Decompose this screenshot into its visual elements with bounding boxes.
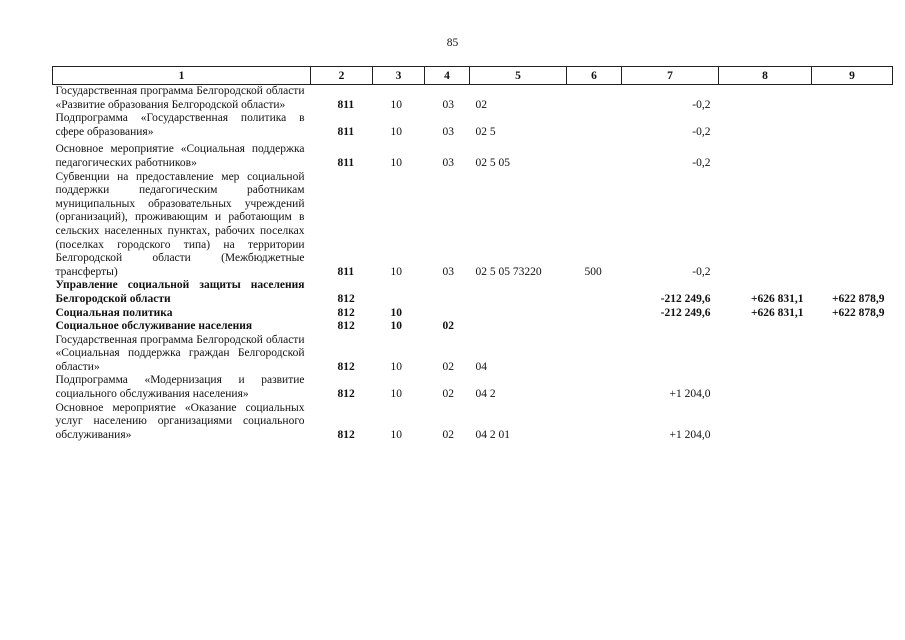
- row-subsection-cell: [425, 279, 470, 306]
- row-section-cell: 10: [390, 306, 402, 319]
- row-section-cell: 10: [390, 125, 402, 138]
- table-body: [53, 85, 893, 443]
- row-amount-cell: +626 831,1: [750, 306, 804, 319]
- row-expense-type-cell: [567, 320, 622, 334]
- page-number: 85: [446, 37, 459, 49]
- column-header: 2: [311, 67, 373, 85]
- row-amount-cell: [812, 139, 893, 170]
- row-admin-code-cell: 811: [337, 156, 355, 169]
- row-subsection-cell: 03: [442, 265, 454, 278]
- row-expense-type-cell: [567, 307, 622, 321]
- row-admin-code-cell: 812: [337, 292, 355, 305]
- row-amount-cell: [812, 112, 893, 139]
- row-target-code-cell: [470, 307, 567, 321]
- row-amount-cell: [812, 374, 893, 401]
- row-subsection-cell: 03: [442, 156, 454, 169]
- row-amount-cell: -212 249,6: [660, 306, 711, 319]
- row-name-cell: Социальное обслуживание населения: [55, 320, 253, 333]
- row-section-cell: 10: [390, 98, 402, 111]
- row-admin-code-cell: 811: [337, 265, 355, 278]
- column-header: 3: [373, 67, 425, 85]
- row-amount-cell: -0,2: [692, 156, 711, 169]
- row-expense-type-cell: [567, 85, 622, 113]
- row-amount-cell: -212 249,6: [660, 292, 711, 305]
- row-target-code-cell: [470, 279, 567, 306]
- table-row: [53, 334, 893, 375]
- row-name-cell: Государственная программа Белгородской области «Социальная поддержка граждан Белгородской области»: [55, 333, 305, 373]
- row-amount-cell: [622, 320, 719, 334]
- row-admin-code-cell: 812: [337, 360, 355, 373]
- row-amount-cell: [812, 402, 893, 443]
- row-amount-cell: [812, 320, 893, 334]
- row-name-cell: Субвенции на предоставление мер социальной поддержки педагогическим работникам муниципальных образовательных учреждений (организаций), проживающим и работающим в сельских населенных пунктах, рабочих поселках (поселках городского типа) на территории Белгородской области (Межбюджетные трансферты): [55, 170, 305, 278]
- row-amount-cell: [719, 334, 812, 375]
- row-subsection-cell: 03: [442, 125, 454, 138]
- row-name-cell: Подпрограмма «Модернизация и развитие социального обслуживания населения»: [55, 374, 305, 401]
- row-section-cell: 10: [390, 360, 402, 373]
- row-amount-cell: [812, 85, 893, 113]
- column-header: 1: [53, 67, 311, 85]
- table-row: [53, 171, 893, 280]
- row-admin-code-cell: 812: [337, 306, 355, 319]
- row-name-cell: Основное мероприятие «Оказание социальных услуг населению организациями социального обслуживания»: [55, 401, 305, 441]
- row-section-cell: 10: [390, 428, 402, 441]
- row-amount-cell: +1 204,0: [669, 428, 711, 441]
- row-name-cell: Государственная программа Белгородской области «Развитие образования Белгородской области»: [55, 85, 305, 111]
- row-target-code-cell: 04 2: [475, 388, 496, 401]
- row-admin-code-cell: 812: [337, 320, 355, 333]
- column-header: 6: [567, 67, 622, 85]
- row-amount-cell: [719, 402, 812, 443]
- row-section-cell: 10: [390, 156, 402, 169]
- row-expense-type-cell: [567, 139, 622, 170]
- row-subsection-cell: 02: [442, 360, 454, 373]
- row-expense-type-cell: [567, 334, 622, 375]
- row-subsection-cell: 03: [442, 98, 454, 111]
- row-admin-code-cell: 811: [337, 98, 355, 111]
- row-subsection-cell: [425, 307, 470, 321]
- row-target-code-cell: 02 5: [475, 125, 496, 138]
- row-target-code-cell: 02 5 05: [475, 156, 510, 169]
- row-amount-cell: [719, 320, 812, 334]
- table-row: [53, 374, 893, 401]
- row-name-cell: Подпрограмма «Государственная политика в сфере образования»: [55, 112, 305, 138]
- row-amount-cell: -0,2: [692, 125, 711, 138]
- row-name-cell: Управление социальной защиты населения Белгородской области: [55, 279, 305, 305]
- row-target-code-cell: 02 5 05 73220: [475, 265, 542, 278]
- row-amount-cell: [622, 334, 719, 375]
- column-header: 8: [719, 67, 812, 85]
- row-target-code-cell: 02: [475, 98, 487, 111]
- table-row: [53, 402, 893, 443]
- row-target-code-cell: 04 2 01: [475, 428, 510, 441]
- row-expense-type-cell: [567, 279, 622, 306]
- row-admin-code-cell: 812: [337, 388, 355, 401]
- column-header: 4: [425, 67, 470, 85]
- row-amount-cell: [812, 171, 893, 280]
- row-amount-cell: [719, 85, 812, 113]
- row-amount-cell: [812, 334, 893, 375]
- row-expense-type-cell: [567, 374, 622, 401]
- row-amount-cell: [719, 139, 812, 170]
- row-expense-type-cell: [567, 112, 622, 139]
- row-target-code-cell: 04: [475, 360, 487, 373]
- row-expense-type-cell: 500: [584, 265, 602, 278]
- table-row: [53, 85, 893, 113]
- row-admin-code-cell: 811: [337, 125, 355, 138]
- row-amount-cell: -0,2: [692, 265, 711, 278]
- row-amount-cell: +622 878,9: [831, 292, 885, 305]
- row-expense-type-cell: [567, 402, 622, 443]
- row-name-cell: Социальная политика: [55, 306, 173, 319]
- row-admin-code-cell: 812: [337, 428, 355, 441]
- row-amount-cell: -0,2: [692, 98, 711, 111]
- row-amount-cell: +1 204,0: [669, 388, 711, 401]
- table-row: [53, 307, 893, 321]
- row-name-cell: Основное мероприятие «Социальная поддержка педагогических работников»: [55, 143, 305, 169]
- row-amount-cell: [719, 112, 812, 139]
- row-target-code-cell: [470, 320, 567, 334]
- budget-table: [52, 66, 893, 442]
- row-amount-cell: [719, 171, 812, 280]
- row-amount-cell: +622 878,9: [831, 306, 885, 319]
- row-subsection-cell: 02: [442, 388, 454, 401]
- table-row: [53, 112, 893, 139]
- row-amount-cell: +626 831,1: [750, 292, 804, 305]
- table-row: [53, 320, 893, 334]
- row-amount-cell: [719, 374, 812, 401]
- table-row: [53, 279, 893, 306]
- table-row: [53, 139, 893, 170]
- row-section-cell: [373, 279, 425, 306]
- column-header: 9: [812, 67, 893, 85]
- row-section-cell: 10: [390, 320, 402, 333]
- column-header: 5: [470, 67, 567, 85]
- row-subsection-cell: 02: [442, 428, 454, 441]
- column-header: 7: [622, 67, 719, 85]
- row-section-cell: 10: [390, 265, 402, 278]
- row-subsection-cell: 02: [442, 320, 454, 333]
- table-header-row: [53, 67, 893, 85]
- row-section-cell: 10: [390, 388, 402, 401]
